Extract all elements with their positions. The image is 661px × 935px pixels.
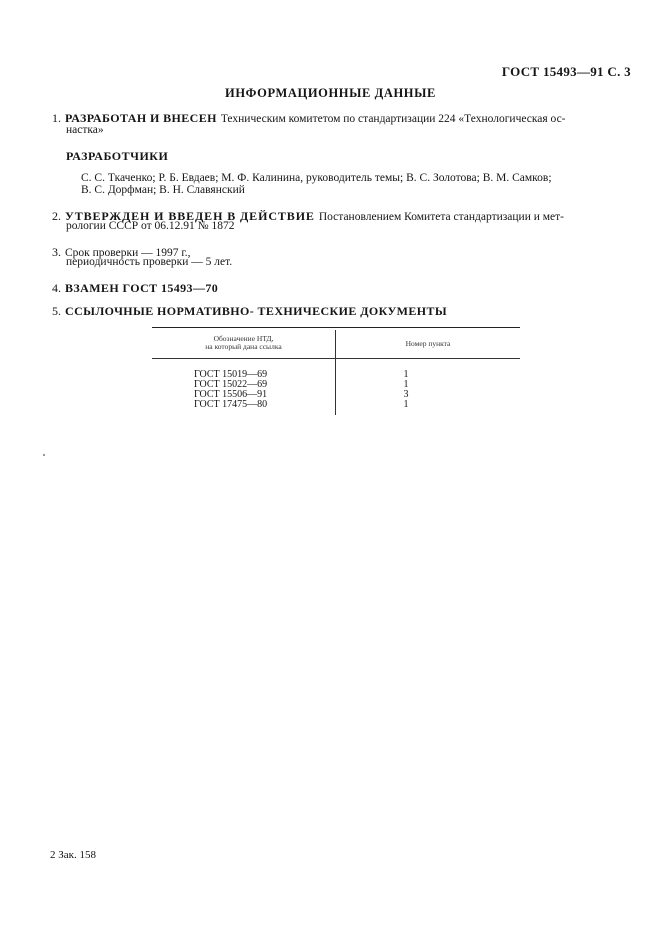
section-4-heading: ВЗАМЕН ГОСТ 15493—70 — [65, 281, 219, 295]
section-2-text: Постановлением Комитета стандартизации и мет- — [318, 211, 564, 223]
section-3-text-continued: периодичность проверки — 5 лет. — [66, 256, 233, 268]
developers-heading: РАЗРАБОТЧИКИ — [66, 149, 169, 163]
table-cell-document: ГОСТ 15506—91 — [194, 389, 268, 400]
table-header-document — [152, 335, 335, 351]
scan-speck — [43, 454, 45, 456]
section-1 — [52, 109, 566, 127]
print-order-footer: 2 Зак. 158 — [50, 849, 96, 861]
section-4-number: 4. — [52, 281, 61, 295]
table-cell-item-number: 3 — [403, 389, 409, 400]
section-1-heading: РАЗРАБОТАН И ВНЕСЕН — [65, 111, 217, 125]
section-1-text-continued: настка» — [66, 124, 104, 136]
section-5-heading: ССЫЛОЧНЫЕ НОРМАТИВНО- ТЕХНИЧЕСКИЕ ДОКУМЕНТЫ — [65, 304, 448, 318]
section-1-number: 1. — [52, 111, 61, 125]
table-cell-item-number: 1 — [403, 399, 409, 410]
table-header-document-line-2: на который дана ссылка — [205, 342, 282, 351]
section-3-text: Срок проверки — 1997 г., — [65, 247, 191, 259]
table-cell-document: ГОСТ 15022—69 — [194, 379, 268, 390]
section-4 — [52, 279, 218, 297]
table-cell-document: ГОСТ 17475—80 — [194, 399, 268, 410]
section-2-heading: УТВЕРЖДЕН И ВВЕДЕН В ДЕЙСТВИЕ — [65, 209, 315, 223]
developers-list-line-2: В. С. Дорфман; В. Н. Славянский — [81, 184, 245, 196]
page-title: ИНФОРМАЦИОННЫЕ ДАННЫЕ — [225, 86, 436, 100]
reference-documents-table — [152, 327, 520, 417]
section-5 — [52, 302, 447, 320]
table-cell-item-number: 1 — [403, 379, 409, 390]
section-2-text-continued: рологии СССР от 06.12.91 № 1872 — [66, 220, 235, 232]
document-reference: ГОСТ 15493—91 С. 3 — [501, 64, 631, 79]
section-1-text: Техническим комитетом по стандартизации 224 «Технологическая ос- — [220, 113, 566, 125]
table-top-rule — [152, 327, 520, 328]
table-header-item-number: Номер пункта — [405, 339, 451, 348]
table-row — [152, 399, 520, 410]
table-header-rule — [152, 358, 520, 359]
section-5-number: 5. — [52, 304, 61, 318]
developers-list-line-1: С. С. Ткаченко; Р. Б. Евдаев; М. Ф. Калинина, руководитель темы; В. С. Золотова; В. М. Самков; — [81, 172, 552, 184]
table-header-document-line-1: Обозначение НТД, — [213, 334, 274, 343]
section-3-number: 3. — [52, 245, 61, 259]
table-cell-document: ГОСТ 15019—69 — [194, 369, 268, 380]
section-2-number: 2. — [52, 209, 61, 223]
table-cell-item-number: 1 — [403, 369, 409, 380]
